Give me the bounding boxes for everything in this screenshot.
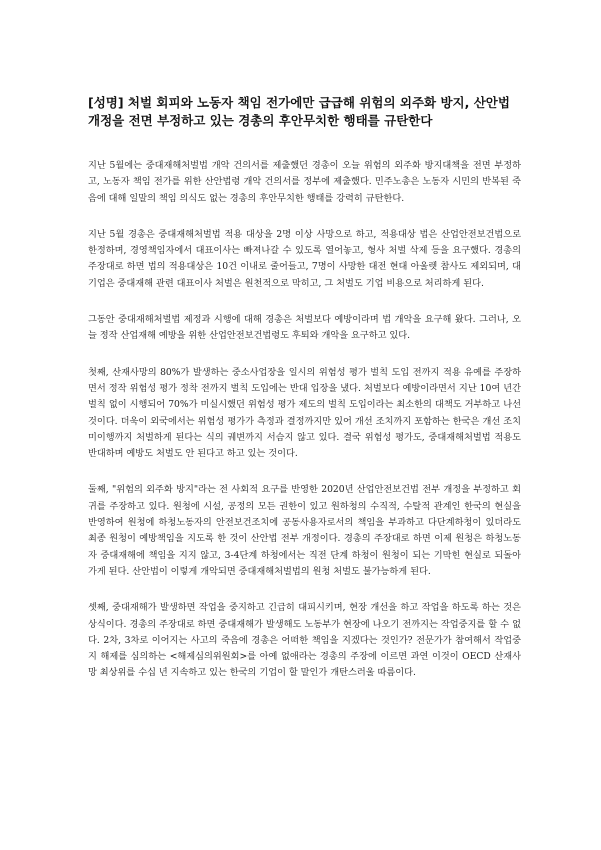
paragraph-point-three: 셋째, 중대재해가 발생하면 작업을 중지하고 긴급히 대피시키며, 현장 개선을 하고 작업을 하도록 하는 것은 상식이다. 경총의 주장대로 하면 중대재해가 발생해도 노동부가 현장에 나오기 전까지는 작업중지를 할 수 없다. 2차, 3차로 이어지는 사고의 죽음에 경총은 어떠한 책임을 지겠다는 것인가? 전문가가 참여해서 작업중지 해제를 심의하는 <해제심의위원회>를 아예 없애라는 경총의 주장에 이르면 과연 이것이 OECD 산재사망 최상위를 수십 년 지속하고 있는 한국의 기업이 할 말인가 개탄스러울 따름이다. (88, 602, 521, 679)
paragraph-may-proposal: 지난 5월 경총은 중대재해처벌법 적용 대상을 2명 이상 사망으로 하고, 적용대상 법은 산업안전보건법으로 한정하며, 경영책임자에서 대표이사는 빠져나갈 수 있도록 열어놓고, 형사 처벌 삭제 등을 요구했다. 경총의 주장대로 하면 법의 적용대상은 10건 이내로 줄어들고, 7명이 사망한 대전 현대 아울렛 참사도 제외되며, 대기업은 중대재해 관련 대표이사 처벌은 원천적으로 막히고, 그 처벌도 기업 비용으로 처리하게 된다. (88, 228, 521, 289)
paragraph-point-two: 둘째, "위험의 외주화 방지"라는 전 사회적 요구를 반영한 2020년 산업안전보건법 전부 개정을 부정하고 회귀를 주장하고 있다. 원청에 시설, 공정의 모든 권한이 있고 원하청의 수직적, 수탈적 관계인 한국의 현실을 반영하여 원청에 하청노동자의 안전보건조치에 공동사용자로서의 책임을 부과하고 다단계하청이 있더라도 최종 원청이 예방책임을 지도록 한 것이 산안법 전부 개정이다. 경총의 주장대로 하면 이제 원청은 하청노동자 중대재해에 책임을 지지 않고, 3-4단계 하청에서는 직전 단계 하청이 원청이 되는 기막힌 현실로 되돌아 가게 된다. 산안법이 이렇게 개악되면 중대재해처벌법의 원청 처벌도 불가능하게 된다. (88, 484, 521, 577)
paragraph-intro: 지난 5월에는 중대재해처벌법 개악 건의서를 제출했던 경총이 오늘 위험의 외주화 방지대책을 전면 부정하고, 노동자 책임 전가를 위한 산안법령 개악 건의서를 정부에 제출했다. 민주노총은 노동자 시민의 반복된 죽음에 대해 일말의 책임 의식도 없는 경총의 후안무치한 행태를 강력히 규탄한다. (88, 160, 521, 204)
paragraph-background: 그동안 중대재해처벌법 제정과 시행에 대해 경총은 처벌보다 예방이라며 법 개악을 요구해 왔다. 그러나, 오늘 정작 산업재해 예방을 위한 산업안전보건법령도 후퇴와 개악을 요구하고 있다. (88, 314, 521, 342)
document-title: [성명] 처벌 회피와 노동자 책임 전가에만 급급해 위험의 외주화 방지, 산안법 개정을 전면 부정하고 있는 경총의 후안무치한 행태를 규탄한다 (88, 95, 510, 128)
paragraph-point-one: 첫째, 산재사망의 80%가 발생하는 중소사업장을 일시의 위험성 평가 벌칙 도입 전까지 적용 유예를 주장하면서 정작 위험성 평가 정착 전까지 벌칙 도입에는 반대 입장을 냈다. 처벌보다 예방이라면서 지난 10여 년간 벌칙 없이 시행되어 70%가 미실시했던 위험성 평가 제도의 벌칙 도입이라는 최소한의 대책도 거부하고 나선 것이다. 더욱이 외국에서는 위험성 평가가 측정과 결정까지만 있어 개선 조치까지 포함하는 한국은 개선 조치 미이행까지 처벌하게 된다는 식의 궤변까지 서슴지 않고 있다. 결국 위험성 평가도, 중대재해처벌법 적용도 반대하며 예방도 처벌도 안 된다고 하고 있는 것이다. (88, 366, 521, 460)
